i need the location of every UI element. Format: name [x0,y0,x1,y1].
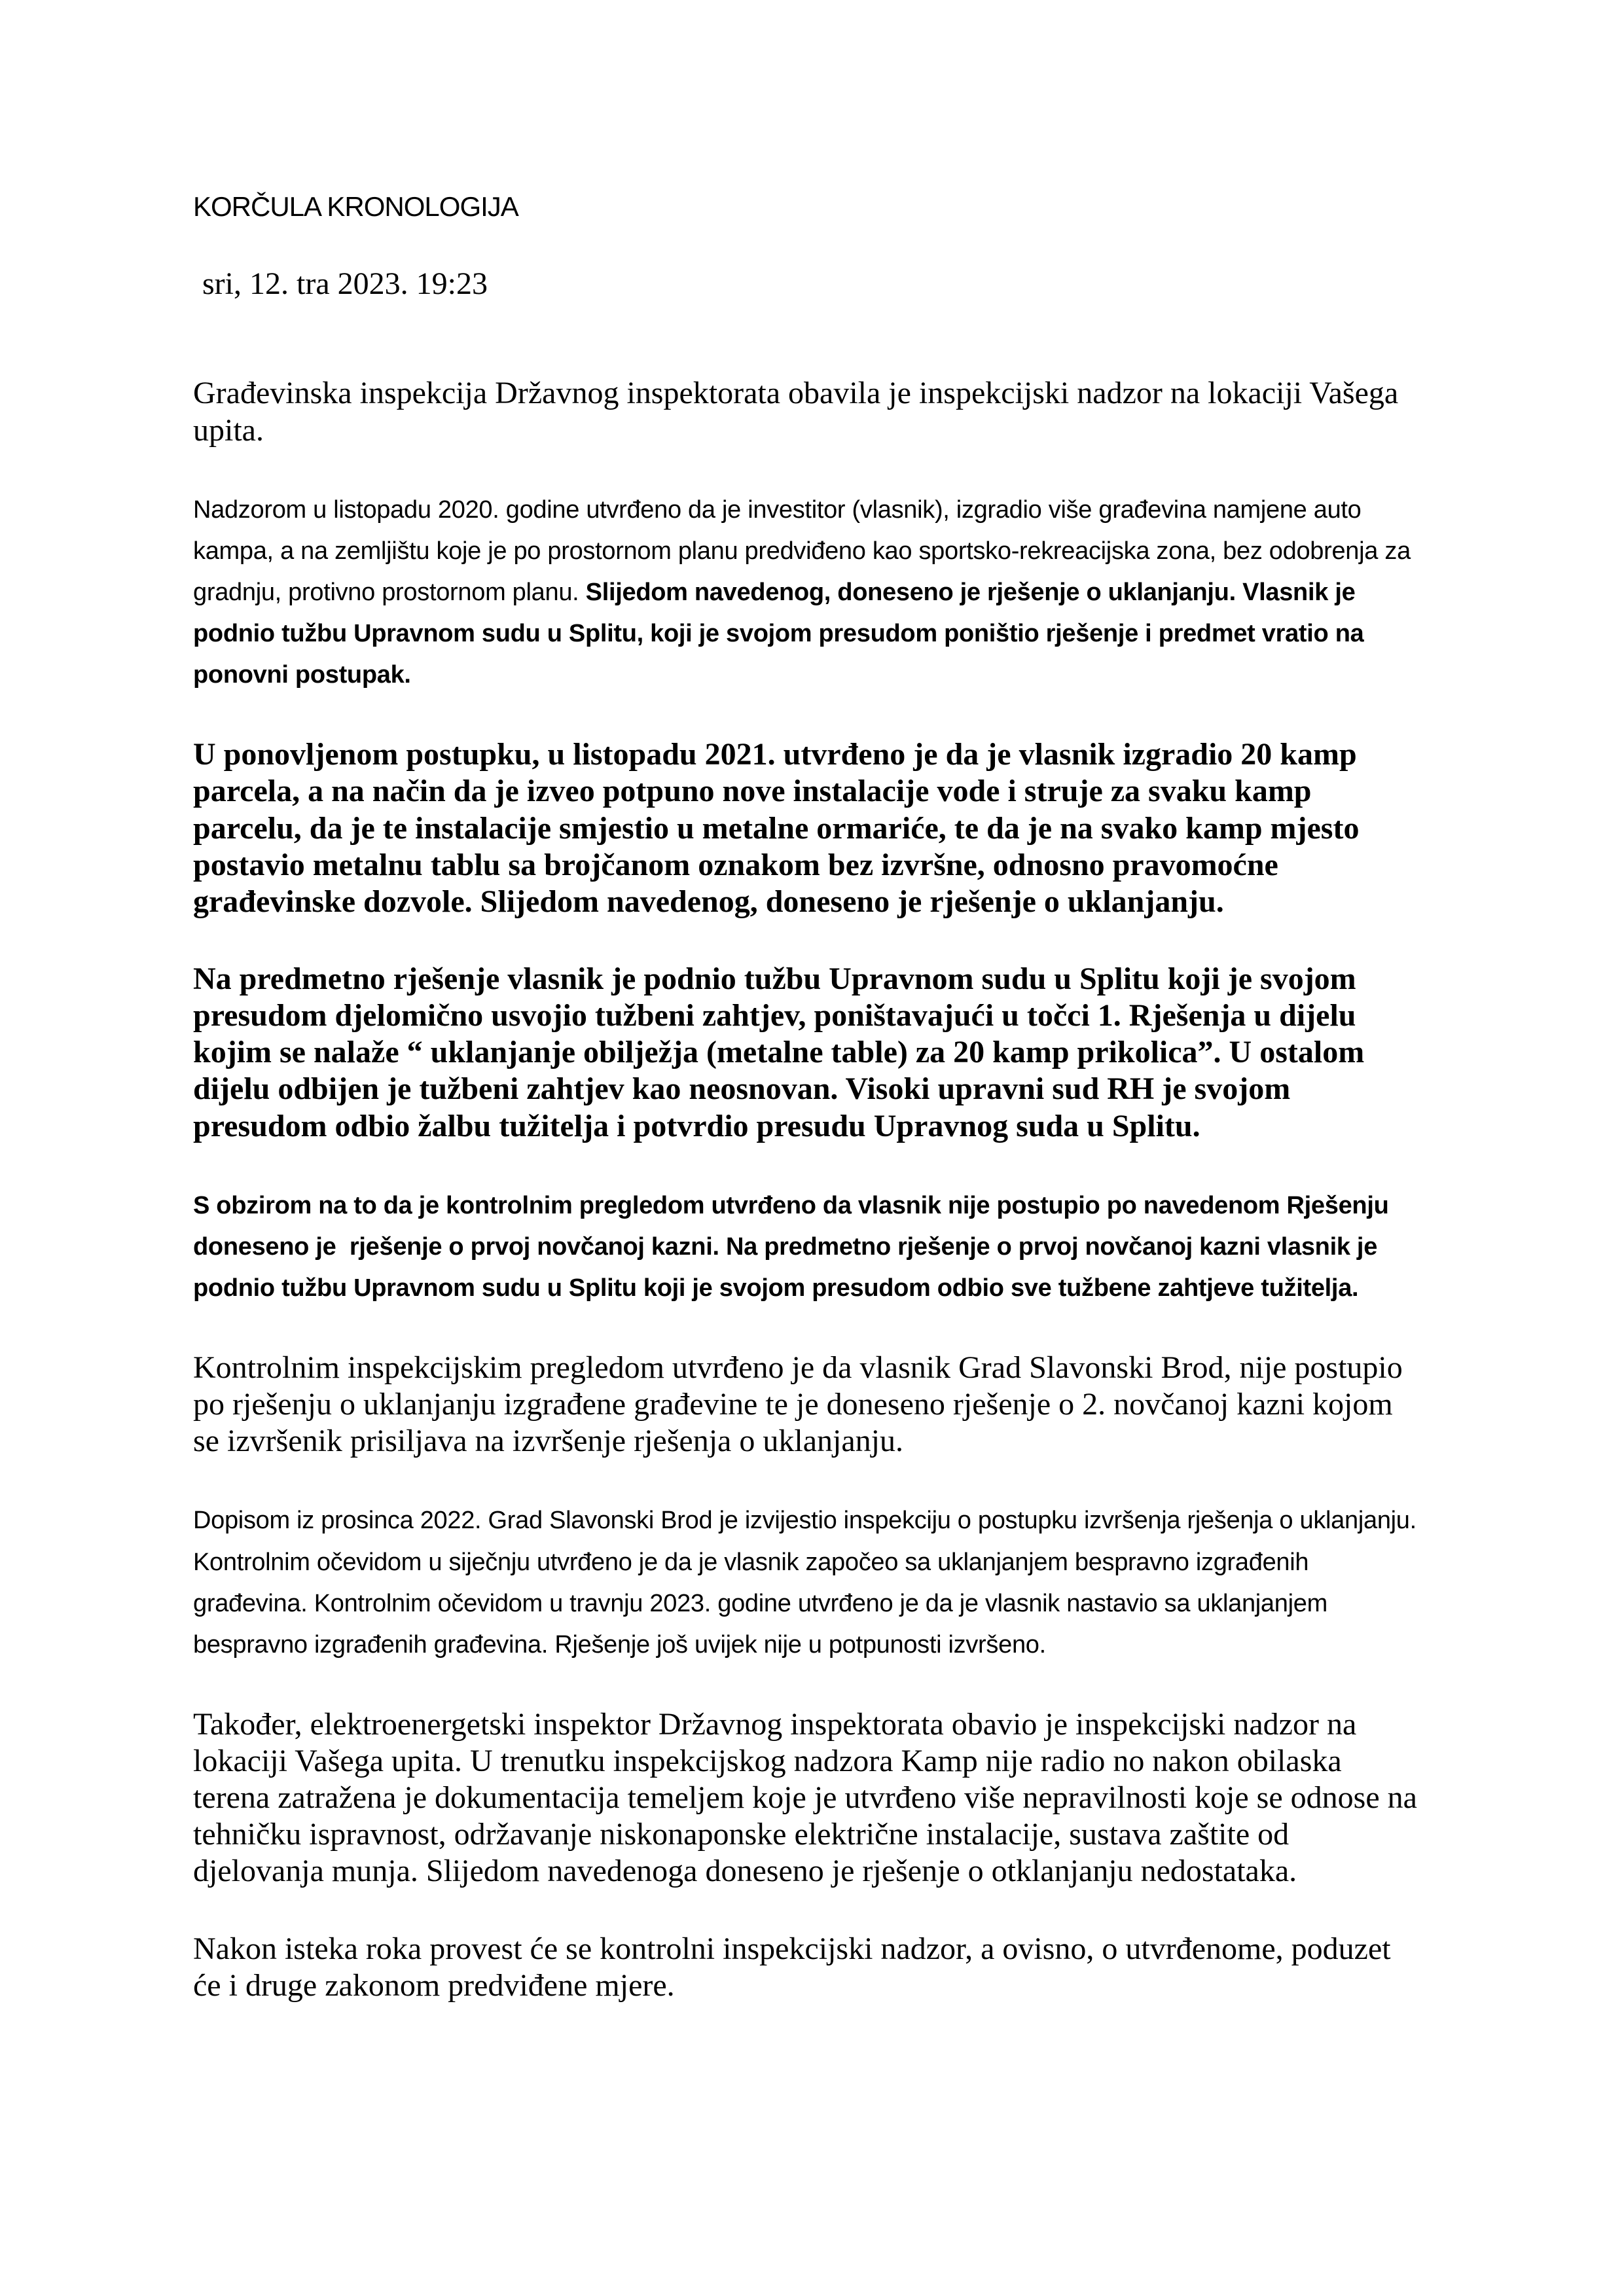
document-title: KORČULA KRONOLOGIJA [193,191,518,222]
paragraph-dopis-prosinac-2022: Dopisom iz prosinca 2022. Grad Slavonski Brod je izvijestio inspekciju o postupku izvršenja rješenja o uklanjanju. Kontrolnim očevidom u siječnju utvrđeno je da je vlasnik započeo sa uklanjanjem bespravno izgrađenih građevina. Kontrolnim očevidom u travnju 2023. godine utvrđeno je da je vlasnik nastavio sa uklanjanjem bespravno izgrađenih građevina. Rješenje još uvijek nije u potpunosti izvršeno. [193,1507,1424,1659]
paragraph-nadzor-2020 [193,490,1421,696]
date-line: sri, 12. tra 2023. 19:23 [202,266,488,302]
paragraph-druga-novcana-kazna: Kontrolnim inspekcijskim pregledom utvrđeno je da vlasnik Grad Slavonski Brod, nije postupio po rješenju o uklanjanju izgrađene građevine te je doneseno rješenje o 2. novčanoj kazni kojom se izvršenik prisiljava na izvršenje rješenja o uklanjanju. [193,1350,1411,1459]
paragraph-prva-novcana-kazna: S obzirom na to da je kontrolnim pregledom utvrđeno da vlasnik nije postupio po navedenom Rješenju doneseno je rješenje o prvoj novčanoj kazni. Na predmetno rješenje o prvoj novčanoj kazni vlasnik je podnio tužbu Upravnom sudu u Splitu koji je svojom presudom odbio sve tužbene zahtjeve tužitelja. [193,1191,1396,1302]
paragraph-nadzor-2020-normal-text: Nadzorom u listopadu 2020. godine utvrđeno da je investitor (vlasnik), izgradio više građevina namjene auto kampa, a na zemljištu koje je po prostornom planu predviđeno kao sportsko-rekreacijska zona, bez odobrenja za gradnju, protivno prostornom planu. [193,495,1418,606]
paragraph-intro-nadzor: Građevinska inspekcija Državnog inspektorata obavila je inspekcijski nadzor na lokaciji Vašega upita. [193,376,1407,448]
paragraph-ponovljeni-postupak-2021: U ponovljenom postupku, u listopadu 2021. utvrđeno je da je vlasnik izgradio 20 kamp parcela, a na način da je izveo potpuno nove instalacije vode i struje za svaku kamp parcelu, da je te instalacije smjestio u metalne ormariće, te da je na svako kamp mjesto postavio metalnu tablu sa brojčanom oznakom bez izvršne, odnosno pravomoćne građevinske dozvole. Slijedom navedenog, doneseno je rješenje o uklanjanju. [193,737,1367,919]
paragraph-predmetno-rjesenje-tuzba: Na predmetno rješenje vlasnik je podnio tužbu Upravnom sudu u Splitu koji je svojom presudom djelomično usvojio tužbeni zahtjev, poništavajući u točci 1. Rješenja u dijelu kojim se nalaže “ uklanjanje obilježja (metalne table) za 20 kamp prikolica”. U ostalom dijelu odbijen je tužbeni zahtjev kao neosnovan. Visoki upravni sud RH je svojom presudom odbio žalbu tužitelja i potvrdio presudu Upravnog suda u Splitu. [193,961,1373,1143]
paragraph-nadzor-2020-bold-text: Slijedom navedenog, doneseno je rješenje o uklanjanju. Vlasnik je podnio tužbu Upravnom sudu u Splitu, koji je svojom presudom poništio rješenje i predmet vratio na ponovni postupak. [193,578,1371,689]
paragraph-elektroenergetski-inspektor: Također, elektroenergetski inspektor Državnog inspektorata obavio je inspekcijski nadzor na lokaciji Vašega upita. U trenutku inspekcijskog nadzora Kamp nije radio no nakon obilaska terena zatražena je dokumentacija temeljem koje je utvrđeno više nepravilnosti koje se odnose na tehničku ispravnost, održavanje niskonaponske električne instalacije, sustava zaštite od djelovanja munja. Slijedom navedenoga doneseno je rješenje o otklanjanju nedostataka. [193,1706,1425,1889]
paragraph-zakljucak-kontrolni-nadzor: Nakon isteka roka provest će se kontrolni inspekcijski nadzor, a ovisno, o utvrđenome, poduzet će i druge zakonom predviđene mjere. [193,1931,1399,2003]
